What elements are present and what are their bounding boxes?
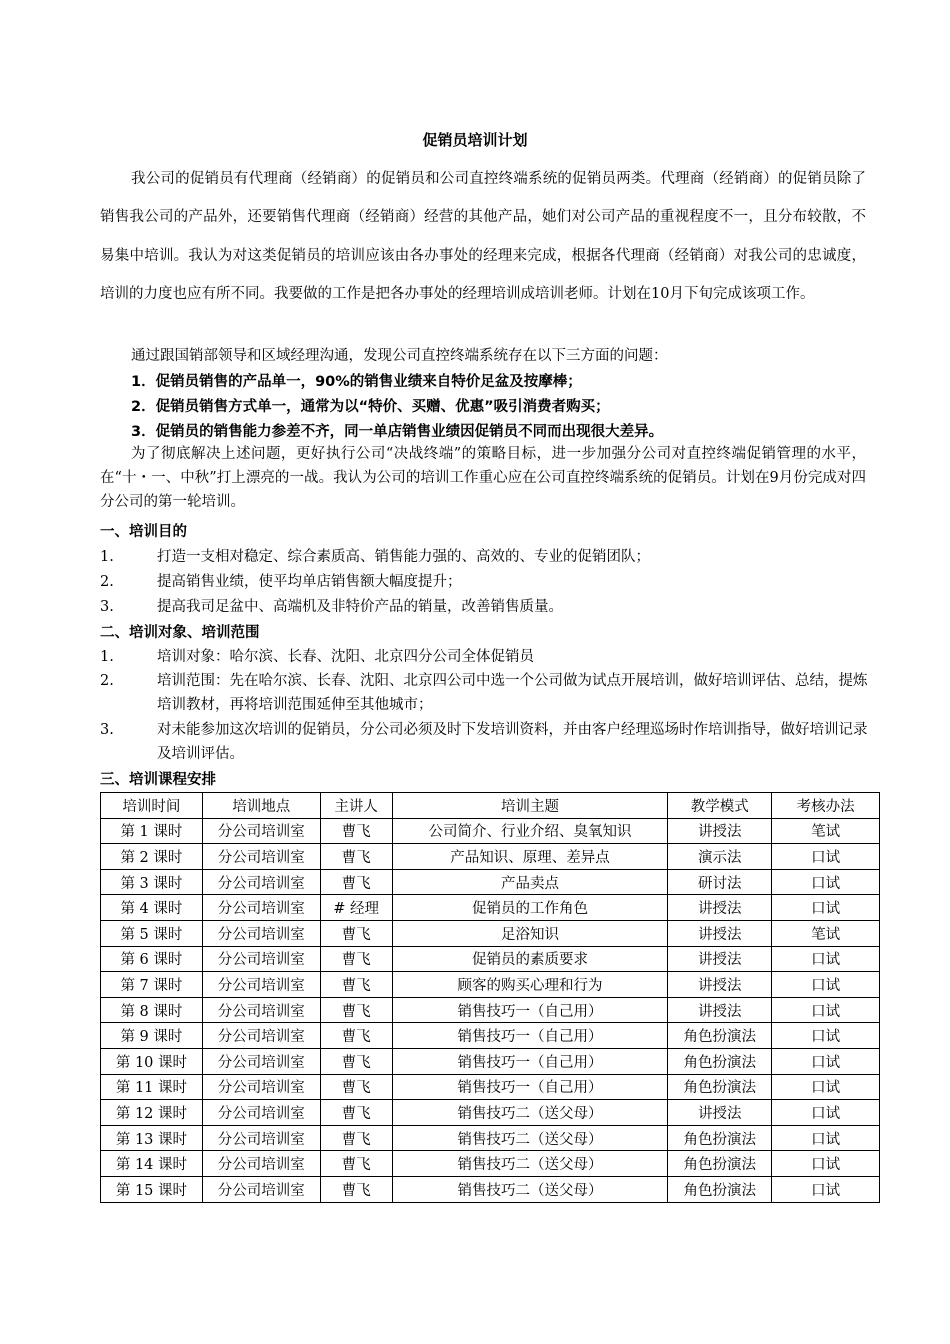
table-cell: 口试 (772, 1074, 880, 1100)
table-cell: 角色扮演法 (668, 1125, 772, 1151)
table-cell: 产品知识、原理、差异点 (392, 844, 668, 870)
table-cell: # 经理 (320, 895, 392, 921)
section-heading: 一、培训目的 (100, 524, 187, 540)
table-cell: 分公司培训室 (202, 1100, 320, 1126)
column-header: 培训主题 (392, 793, 668, 819)
column-header: 培训时间 (101, 793, 203, 819)
table-row (101, 1100, 880, 1126)
item-text: 对未能参加这次培训的促销员，分公司必须及时下发培训资料，并由客户经理巡场时作培训指导，做好培训记录及培训评估。 (157, 722, 868, 762)
table-cell: 销售技巧一（自己用） (392, 1074, 668, 1100)
item-number: 3. (100, 599, 114, 615)
table-cell: 曹飞 (320, 1100, 392, 1126)
problem-item: 2．促销员销售方式单一，通常为以“特价、买赠、优惠”吸引消费者购买； (131, 399, 610, 415)
table-cell: 第 3 课时 (101, 869, 203, 895)
item-text: 打造一支相对稳定、综合素质高、销售能力强的、高效的、专业的促销团队； (157, 549, 650, 565)
table-cell: 口试 (772, 1125, 880, 1151)
table-cell: 讲授法 (668, 972, 772, 998)
table-cell: 角色扮演法 (668, 1023, 772, 1049)
table-cell: 曹飞 (320, 972, 392, 998)
item-number: 2. (100, 673, 114, 689)
table-cell: 第 10 课时 (101, 1048, 203, 1074)
table-cell: 销售技巧二（送父母） (392, 1176, 668, 1202)
item-number: 2. (100, 574, 114, 590)
table-cell: 分公司培训室 (202, 895, 320, 921)
table-cell: 第 8 课时 (101, 997, 203, 1023)
table-cell: 第 11 课时 (101, 1074, 203, 1100)
table-cell: 销售技巧二（送父母） (392, 1100, 668, 1126)
problem-item: 1．促销员销售的产品单一，90%的销售业绩来自特价足盆及按摩棒； (131, 374, 582, 390)
table-cell: 分公司培训室 (202, 920, 320, 946)
table-cell: 口试 (772, 844, 880, 870)
table-row (101, 895, 880, 921)
table-cell: 曹飞 (320, 1074, 392, 1100)
table-cell: 曹飞 (320, 1048, 392, 1074)
table-cell: 分公司培训室 (202, 1176, 320, 1202)
table-cell: 曹飞 (320, 869, 392, 895)
section-heading: 二、培训对象、培训范围 (100, 625, 260, 641)
table-cell: 曹飞 (320, 1023, 392, 1049)
table-cell: 第 14 课时 (101, 1151, 203, 1177)
table-row (101, 1151, 880, 1177)
item-text: 培训范围：先在哈尔滨、长春、沈阳、北京四公司中选一个公司做为试点开展培训，做好培训评估、总结，提炼培训教材，再将培训范围延伸至其他城市； (157, 673, 868, 713)
item-number: 1. (100, 649, 114, 665)
column-header: 考核办法 (772, 793, 880, 819)
table-cell: 销售技巧一（自己用） (392, 997, 668, 1023)
table-header-row (101, 793, 880, 819)
table-cell: 曹飞 (320, 1125, 392, 1151)
table-cell: 口试 (772, 1023, 880, 1049)
table-cell: 分公司培训室 (202, 1048, 320, 1074)
table-row (101, 818, 880, 844)
problem-item: 3．促销员的销售能力参差不齐，同一单店销售业绩因促销员不同而出现很大差异。 (131, 424, 664, 440)
table-cell: 曹飞 (320, 997, 392, 1023)
intro-paragraph: 我公司的促销员有代理商（经销商）的促销员和公司直控终端系统的促销员两类。代理商（经销商）的促销员除了销售我公司的产品外，还要销售代理商（经销商）经营的其他产品，她们对公司产品的重视程度不一，且分布较散，不易集中培训。我认为对这类促销员的培训应该由各办事处的经理来完成，根据各代理商（经销商）对我公司的忠诚度，培训的力度也应有所不同。我要做的工作是把各办事处的经理培训成培训老师。计划在10月下旬完成该项工作。 (100, 171, 866, 302)
table-cell: 第 15 课时 (101, 1176, 203, 1202)
item-text: 提高销售业绩，使平均单店销售额大幅度提升； (157, 574, 462, 590)
table-cell: 分公司培训室 (202, 869, 320, 895)
table-cell: 讲授法 (668, 895, 772, 921)
table-row (101, 1125, 880, 1151)
table-cell: 分公司培训室 (202, 1151, 320, 1177)
table-cell: 第 13 课时 (101, 1125, 203, 1151)
column-header: 教学模式 (668, 793, 772, 819)
table-row (101, 1176, 880, 1202)
solution-paragraph: 为了彻底解决上述问题，更好执行公司“决战终端”的策略目标，进一步加强分公司对直控终端促销管理的水平，在“十・一、中秋”打上漂亮的一战。我认为公司的培训工作重心应在公司直控终端系统的促销员。计划在9月份完成对四分公司的第一轮培训。 (100, 446, 866, 510)
item-text: 提高我司足盆中、高端机及非特价产品的销量，改善销售质量。 (157, 599, 563, 615)
table-cell: 口试 (772, 1100, 880, 1126)
table-cell: 笔试 (772, 818, 880, 844)
table-cell: 分公司培训室 (202, 1074, 320, 1100)
table-cell: 产品卖点 (392, 869, 668, 895)
table-cell: 分公司培训室 (202, 972, 320, 998)
table-cell: 销售技巧二（送父母） (392, 1125, 668, 1151)
table-cell: 促销员的素质要求 (392, 946, 668, 972)
table-cell: 分公司培训室 (202, 1023, 320, 1049)
table-cell: 讲授法 (668, 920, 772, 946)
table-row (101, 1023, 880, 1049)
table-row (101, 946, 880, 972)
section-heading: 三、培训课程安排 (100, 772, 216, 788)
table-cell: 曹飞 (320, 1176, 392, 1202)
table-cell: 研讨法 (668, 869, 772, 895)
table-cell: 讲授法 (668, 946, 772, 972)
table-cell: 分公司培训室 (202, 844, 320, 870)
table-cell: 销售技巧一（自己用） (392, 1048, 668, 1074)
table-row (101, 869, 880, 895)
table-cell: 曹飞 (320, 818, 392, 844)
table-cell: 分公司培训室 (202, 818, 320, 844)
table-row (101, 972, 880, 998)
table-cell: 演示法 (668, 844, 772, 870)
table-cell: 足浴知识 (392, 920, 668, 946)
table-cell: 分公司培训室 (202, 946, 320, 972)
table-cell: 角色扮演法 (668, 1151, 772, 1177)
table-cell: 第 1 课时 (101, 818, 203, 844)
item-number: 1. (100, 549, 114, 565)
table-cell: 角色扮演法 (668, 1048, 772, 1074)
table-row (101, 997, 880, 1023)
table-cell: 销售技巧二（送父母） (392, 1151, 668, 1177)
table-cell: 口试 (772, 1151, 880, 1177)
table-cell: 第 6 课时 (101, 946, 203, 972)
column-header: 培训地点 (202, 793, 320, 819)
table-cell: 口试 (772, 869, 880, 895)
course-schedule-table (100, 792, 880, 1203)
document-title: 促销员培训计划 (422, 131, 528, 149)
table-row (101, 1048, 880, 1074)
table-cell: 口试 (772, 895, 880, 921)
item-number: 3. (100, 722, 114, 738)
table-cell: 曹飞 (320, 1151, 392, 1177)
column-header: 主讲人 (320, 793, 392, 819)
table-cell: 顾客的购买心理和行为 (392, 972, 668, 998)
table-cell: 角色扮演法 (668, 1176, 772, 1202)
table-cell: 第 4 课时 (101, 895, 203, 921)
item-text: 培训对象：哈尔滨、长春、沈阳、北京四分公司全体促销员 (157, 649, 534, 665)
table-cell: 讲授法 (668, 1100, 772, 1126)
table-cell: 口试 (772, 946, 880, 972)
table-cell: 分公司培训室 (202, 1125, 320, 1151)
table-body (101, 818, 880, 1202)
table-cell: 讲授法 (668, 997, 772, 1023)
table-cell: 第 9 课时 (101, 1023, 203, 1049)
table-cell: 第 7 课时 (101, 972, 203, 998)
table-row (101, 920, 880, 946)
table-cell: 笔试 (772, 920, 880, 946)
table-cell: 曹飞 (320, 920, 392, 946)
table-cell: 第 5 课时 (101, 920, 203, 946)
table-row (101, 1074, 880, 1100)
table-cell: 第 2 课时 (101, 844, 203, 870)
table-row (101, 844, 880, 870)
table-cell: 口试 (772, 1176, 880, 1202)
table-cell: 口试 (772, 1048, 880, 1074)
table-cell: 角色扮演法 (668, 1074, 772, 1100)
table-cell: 第 12 课时 (101, 1100, 203, 1126)
table-cell: 公司简介、行业介绍、臭氧知识 (392, 818, 668, 844)
problems-intro: 通过跟国销部领导和区域经理沟通，发现公司直控终端系统存在以下三方面的问题： (131, 348, 668, 364)
table-cell: 口试 (772, 972, 880, 998)
table-cell: 促销员的工作角色 (392, 895, 668, 921)
table-cell: 销售技巧一（自己用） (392, 1023, 668, 1049)
table-cell: 曹飞 (320, 946, 392, 972)
table-cell: 讲授法 (668, 818, 772, 844)
table-cell: 口试 (772, 997, 880, 1023)
table-cell: 曹飞 (320, 844, 392, 870)
table-cell: 分公司培训室 (202, 997, 320, 1023)
